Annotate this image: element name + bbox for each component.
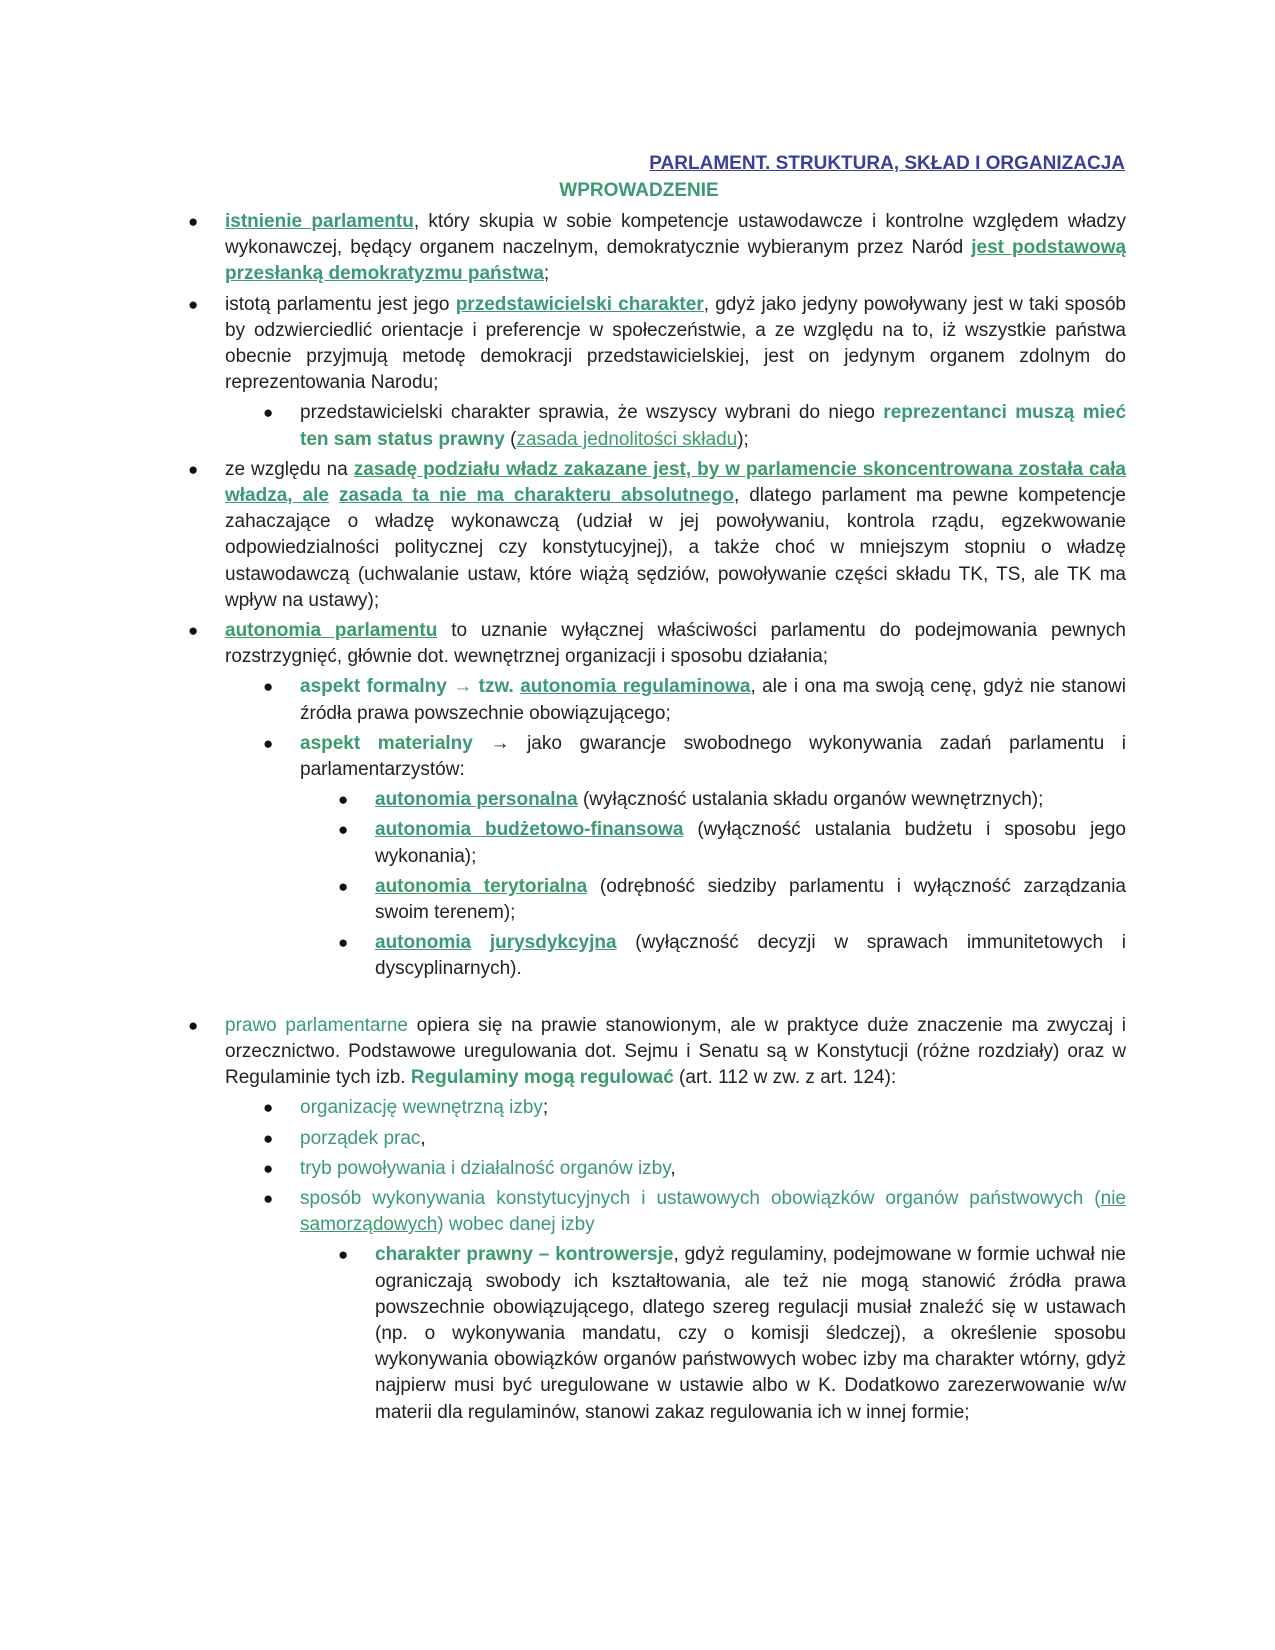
text-run: , który skupia w sobie kompetencje ustawodawcze i kontrolne względem władzy wykonawczej, będący organem naczelnym, demokratycznie wybieranym przez Naród — [225, 211, 1126, 259]
text-run: autonomia — [375, 932, 472, 954]
list-item — [188, 209, 1127, 288]
text-run: → jako gwarancje swobodnego wykonywania zadań parlamentu i parlamentarzystów: — [300, 732, 1126, 781]
text-run: ; — [542, 1097, 549, 1119]
section-heading: WPROWADZENIE — [559, 180, 719, 201]
text-run: , gdyż regulaminy, podejmowane w formie uchwał nie ograniczają swobody ich kształtowania, ale też nie mogą stanowić źródła prawa powszechnie obowiązującego, dlatego szereg regulacji musiał znaleźć się w ustawach (np. o wykonywania mandatu, czy o komisji śledczej), a określenie sposobu wykonywania obowiązków organów państwowych wobec izby ma charakter wtórny, gdyż najpierw musi być uregulowane w ustawie albo w K. Dodatkowo zarezerwowanie w/w materii dla regulaminów, stanowi zakaz regulowania ich w innej formie; — [375, 1244, 1126, 1423]
text-run: , gdyż jako jedyny powoływany jest w taki sposób by odzwierciedlić orientacje i preferencje w społeczeństwie, a ze względu na to, iż wszystkie państwa obecnie przyjmują metodę demokracji przedstawicielskiej, jest on jedynym organem zdolnym do reprezentowania Narodu; — [225, 293, 1126, 394]
text-run: zasada ta nie ma charakteru absolutnego — [338, 485, 734, 507]
text-run: Regulaminy mogą regulować — [410, 1067, 674, 1089]
text-run: , — [420, 1127, 426, 1149]
bullet-icon: ● — [338, 876, 349, 896]
text-run: ; — [543, 263, 550, 285]
list-item — [338, 1242, 1126, 1425]
text-run: opiera się na prawie stanowionym, ale w praktyce duże znaczenie ma zwyczaj i orzecznictwo. Podstawowe uregulowania dot. Sejmu i Senatu są w Konstytucji (różne rozdziały) oraz w Regulaminie tych izb. — [225, 1014, 1126, 1089]
text-run: (odrębność siedziby parlamentu i wyłączność zarządzania swoim terenem); — [375, 875, 1126, 924]
list-item — [188, 618, 1126, 670]
text-run: nie — [1100, 1187, 1126, 1209]
list-item — [263, 1095, 1126, 1121]
text-run: prawo parlamentarne — [225, 1014, 408, 1036]
bullet-icon: ● — [263, 403, 274, 423]
text-run: (wyłączność ustalania budżetu i sposobu jego wykonania); — [375, 819, 1126, 867]
bullet-icon: ● — [338, 933, 349, 953]
text-run: jurysdykcyjna — [489, 932, 617, 954]
text-run: ( — [504, 428, 517, 450]
bullet-icon: ● — [338, 820, 349, 840]
text-run: autonomia terytorialna — [375, 875, 588, 897]
list-item — [338, 817, 1126, 869]
bullet-icon: ● — [263, 733, 274, 753]
text-run: ) wobec danej izby — [437, 1214, 595, 1236]
text-run: (wyłączność decyzji w sprawach immunitetowych i dyscyplinarnych). — [375, 932, 1127, 980]
bullet-icon: ● — [188, 621, 199, 641]
list-item — [188, 457, 1126, 614]
text-run — [471, 932, 490, 953]
text-run: , — [670, 1157, 676, 1179]
text-run: , ale i ona ma swoją cenę, gdyż nie stanowi źródła prawa powszechnie obowiązującego; — [300, 676, 1126, 724]
text-run: reprezentanci muszą mieć ten sam status prawny — [300, 402, 1127, 450]
text-run: autonomia parlamentu — [225, 620, 438, 642]
text-run: autonomia regulaminowa — [520, 676, 751, 698]
list-item — [263, 674, 1126, 726]
list-item — [188, 292, 1126, 397]
text-run: (art. 112 w zw. z art. 124): — [673, 1067, 897, 1089]
bullet-icon: ● — [263, 1158, 274, 1178]
bullet-list — [0, 209, 1275, 1426]
text-run — [329, 485, 339, 506]
text-run: charakter prawny – kontrowersje — [375, 1244, 674, 1266]
text-run: , dlatego parlament ma pewne kompetencje zahaczające o władzę wykonawczą (udział w jej powoływaniu, kontrola rządu, egzekwowanie odpowiedzialności politycznej czy konstytucyjnej), a także choć w mniejszym stopniu o władzę ustawodawczą (uchwalanie ustaw, które wiążą sędziów, powoływanie części składu TK, TS, ale TK ma wpływ na ustawy); — [225, 485, 1126, 611]
list-item — [338, 787, 1126, 813]
text-run: zasadę podziału władz zakazane jest, by w parlamencie skoncentrowana została cała władza, ale — [225, 458, 1126, 507]
text-run: samorządowych — [300, 1214, 438, 1236]
text-run: istotą parlamentu jest jego — [225, 293, 456, 315]
text-run: ); — [737, 428, 749, 450]
text-run: jest podstawową przesłanką demokratyzmu państwa — [225, 237, 1127, 285]
text-run: autonomia budżetowo-finansowa — [375, 819, 684, 841]
text-run: sposób wykonywania konstytucyjnych i ustawowych obowiązków organów państwowych ( — [300, 1187, 1101, 1209]
bullet-icon: ● — [338, 1245, 349, 1265]
page-title: PARLAMENT. STRUKTURA, SKŁAD I ORGANIZACJA — [649, 153, 1125, 174]
bullet-icon: ● — [263, 677, 274, 697]
text-run: porządek prac — [300, 1127, 421, 1149]
text-run: tryb powoływania i działalność organów izby — [300, 1157, 671, 1179]
bullet-icon: ● — [188, 294, 199, 314]
bullet-icon: ● — [188, 1015, 199, 1035]
text-run: ze względu na — [225, 458, 354, 480]
list-item — [188, 1013, 1126, 1092]
text-run: to uznanie wyłącznej właściwości parlamentu do podejmowania pewnych rozstrzygnięć, głównie dot. wewnętrznej organizacji i sposobu działania; — [225, 620, 1126, 668]
bullet-icon: ● — [263, 1128, 274, 1148]
text-run: przedstawicielski charakter sprawia, że wszyscy wybrani do niego — [300, 402, 884, 424]
list-item — [263, 1186, 1126, 1238]
list-item — [263, 400, 1127, 452]
bullet-icon: ● — [188, 459, 199, 479]
bullet-icon: ● — [338, 790, 349, 810]
bullet-icon: ● — [263, 1188, 274, 1208]
bullet-icon: ● — [263, 1098, 274, 1118]
bullet-icon: ● — [188, 212, 199, 231]
text-run: (wyłączność ustalania składu organów wewnętrznych); — [577, 789, 1044, 811]
text-run: aspekt materialny — [300, 732, 473, 754]
list-item — [338, 930, 1127, 982]
text-run: zasada jednolitości składu — [516, 428, 738, 450]
text-run: przedstawicielski charakter — [455, 293, 704, 315]
text-run: organizację wewnętrzną izby — [300, 1097, 543, 1119]
text-run: aspekt formalny → tzw. — [300, 676, 521, 698]
list-item — [263, 731, 1126, 783]
list-item — [263, 1156, 1126, 1182]
list-item — [263, 1126, 1126, 1152]
text-run: autonomia personalna — [375, 789, 578, 811]
list-item — [338, 874, 1126, 926]
text-run: istnienie parlamentu — [225, 211, 414, 232]
